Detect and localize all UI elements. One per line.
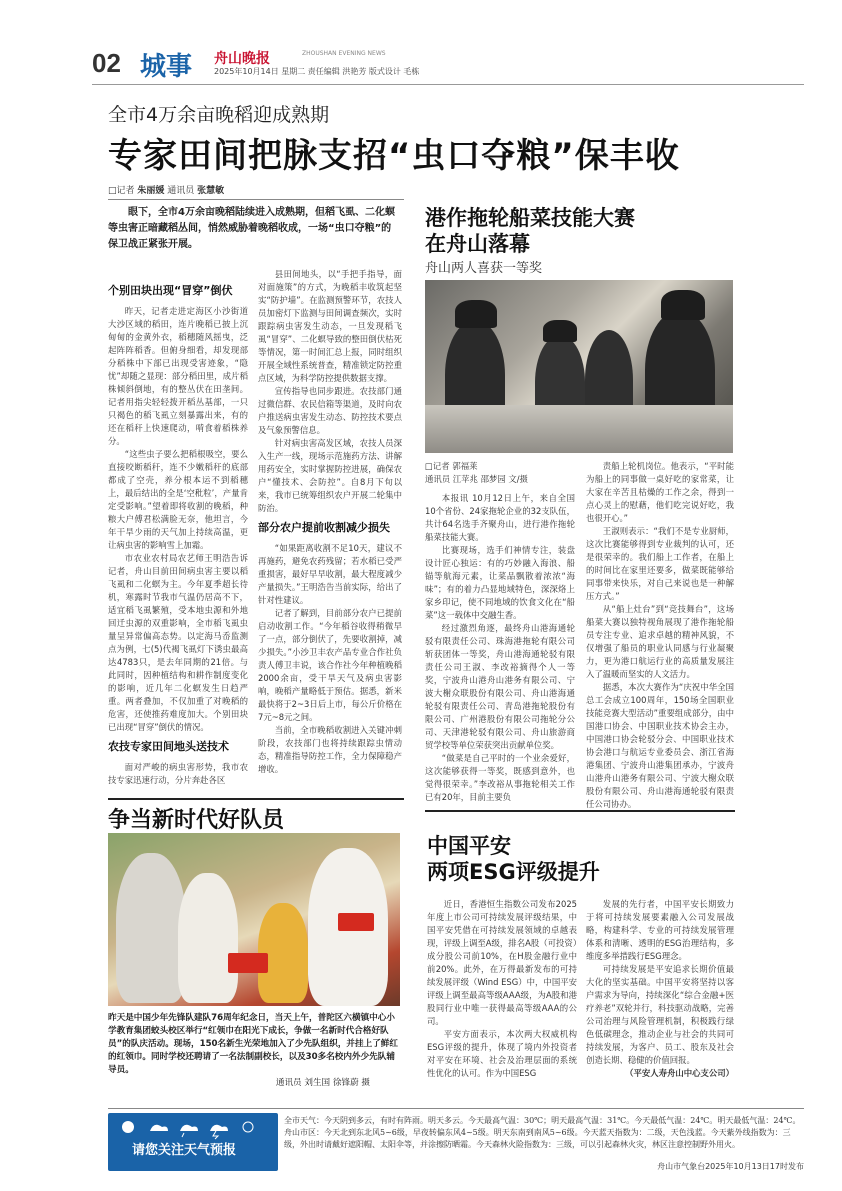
paragraph: 从“船上灶台”到“竞技舞台”，这场船菜大赛以独特视角展现了港作拖轮船员专注专业、追求卓越的精神风貌，不仅增强了船员的职业认同感与行业凝聚力，更为港口航运行业的高质量发展注入了温暖而坚实的人文活力。 bbox=[586, 604, 734, 679]
story1-kicker: 全市4万余亩晚稻迎成熟期 bbox=[108, 104, 330, 126]
story1-byline bbox=[108, 183, 224, 196]
weather-forecast-text: 全市天气：今天阴到多云，有时有阵雨。明天多云。今天最高气温：30℃；明天最高气温：31℃。今天最低气温：24℃。明天最低气温：24℃。舟山市区：今天北到东北风5~6级，早夜转偏东风4~5级。明天东南到南风5~6级。今天蓝天指数为：二级，天色浅蓝。今天紫外线指数为：三级，外出时请戴好遮阳帽、太阳伞等，并涂擦防晒霜。今天森林火险指数为：三级，可以引起森林火灾，林区注意控制野外用火。 bbox=[284, 1116, 801, 1149]
subheading: 个别田块出现“冒穿”倒伏 bbox=[108, 284, 233, 297]
paragraph: 近日，香港恒生指数公司发布2025年度上市公司可持续发展评级结果，中国平安凭借在可持续发展领域的卓越表现，评级上调至A级，排名A股（可投资）成分股公司前10%，在H股金融行业中前20%。此外，在万得最新发布的可持续发展评级（Wind ESG）中，中国平安评级上调至最高等级AAA级，为A股和港股同行业中唯一获得最高等级AAA的公司。 bbox=[427, 899, 577, 1026]
young-pioneers-photo bbox=[108, 833, 400, 1006]
subheading: 部分农户提前收割减少损失 bbox=[258, 521, 390, 534]
story2-column-2 bbox=[586, 460, 734, 809]
paragraph: 平安方面表示，本次两大权威机构ESG评级的提升，体现了境内外投资者对平安在环境、社会及治理层面的系统性优化的认可。作为中国ESG bbox=[427, 1029, 577, 1078]
story4-title bbox=[427, 833, 600, 885]
byline: 通讯员 江苹兆 邵梦园 文/摄 bbox=[425, 474, 528, 484]
chefs-cooking-photo bbox=[425, 280, 733, 453]
paragraph: 发展的先行者，中国平安长期致力于将可持续发展要素融入公司发展战略，构建科学、专业的可持续发展管理体系和清晰、透明的ESG治理结构，多维度多举措践行ESG理念。 bbox=[586, 899, 734, 961]
paragraph: “做菜是自己平时的一个业余爱好，这次能够获得一等奖，既感到意外，也觉得很荣幸。”李改裕从事拖轮相关工作已有20年，目前主要负 bbox=[425, 753, 575, 802]
title-line: 在舟山落幕 bbox=[425, 232, 530, 256]
story4-column-1 bbox=[427, 898, 577, 1096]
photo-credit: 通讯员 刘生国 徐锋蔚 摄 bbox=[275, 1078, 370, 1088]
byline-name: 朱丽媛 bbox=[137, 186, 165, 196]
story4-signoff: （平安人寿舟山中心支公司） bbox=[625, 1068, 734, 1078]
byline-label: 通讯员 bbox=[167, 186, 195, 196]
paragraph: 本报讯 10月12日上午，来自全国10个省份、24家拖轮企业的32支队伍，共计64名选手齐聚舟山，进行港作拖轮船菜技能大赛。 bbox=[425, 493, 575, 542]
divider bbox=[108, 199, 404, 200]
paragraph: 宣传指导也同步跟进。农技部门通过微信群、农民信箱等渠道，及时向农户推送病虫害发生动态、防控技术要点及气象预警信息。 bbox=[258, 386, 402, 435]
story2-deck: 舟山两人喜获一等奖 bbox=[425, 261, 543, 276]
weather-box bbox=[108, 1113, 804, 1173]
paragraph: 据悉，本次大赛作为“庆祝中华全国总工会成立100周年，150场全国职业技能竞赛大型活动”重要组成部分，由中国港口协会、中国职业技术协会主办，中国港口协会轮驳分会、中国职业技术协会港口与航运专业委员会、浙江省海港集团、宁波舟山港集团承办，宁波舟山港舟山港务有限公司、宁波大榭众联股份有限公司、舟山港海通轮驳有限责任公司协办。 bbox=[586, 682, 734, 809]
title-line: 港作拖轮船菜技能大赛 bbox=[425, 206, 635, 230]
byline-label: □记者 bbox=[108, 186, 135, 196]
paragraph: 经过激烈角逐，最终舟山港海通轮驳有限责任公司、珠海港拖轮有限公司斩获团体一等奖，舟山港海通轮驳有限责任公司王淑、李改裕摘得个人一等奖，宁波舟山港舟山港务有限公司、宁波大榭众联股份有限公司、舟山港海通轮驳有限责任公司、青岛港拖轮股份有限公司、广州港股份有限公司拖轮分公司、天津港轮驳有限公司、舟山旅游商贸学校等单位荣获突出贡献单位奖。 bbox=[425, 623, 575, 750]
paragraph: 可持续发展是平安追求长期价值最大化的坚实基础。中国平安将坚持以客户需求为导向，持续深化“综合金融+医疗养老”双轮并行，科技驱动战略，完善公司治理与风险管理机制，积极践行绿色低碳理念，推动企业与社会的共同可持续发展，为客户、员工、股东及社会创造长期、稳健的价值回报。 bbox=[586, 964, 734, 1065]
story3-caption bbox=[108, 1012, 400, 1090]
paragraph: “这些虫子要么把稻根吸空，要么直接咬断稻秆，连不少嫩稻秆的底部都成了空壳，养分根本运不到稻穗上，最后结出的全是‘空秕粒’，产量肯定受影响。”望着即将收割的晚稻，种粮大户傅君松满脸无奈，他坦言，今年干旱少雨的天气加上持续高温，更让病虫害的影响雪上加霜。 bbox=[108, 449, 248, 550]
paper-logo: 舟山晚报 bbox=[214, 51, 270, 67]
paragraph: 记者了解到，目前部分农户已提前启动收割工作。“今年稻谷收得稍微早了一点，部分倒伏了，先要收割掉，减少损失。”小沙卫丰农产品专业合作社负责人傅卫丰说，该合作社今年种植晚稻2000余亩，受干旱天气及病虫害影响，晚稻产量略低于预估。据悉，新米最快将于2~3日后上市，每公斤价格在7元~8元之间。 bbox=[258, 608, 402, 722]
paragraph: 王淑则表示：“我们不是专业厨师，这次比赛能够得到专业裁判的认可，还是很荣幸的。我们船上工作者，在船上的时间比在家里还要多，做菜既能够给同事带来快乐，对自己来说也是一种解压方式。” bbox=[586, 526, 734, 601]
paragraph: 当前，全市晚稻收割进入关键冲刺阶段，农技部门也将持续跟踪虫情动态，精准指导防控工作，全力保障稳产增收。 bbox=[258, 725, 402, 774]
paragraph: 责船上轮机岗位。他表示，“平时能为船上的同事做一桌好吃的家常菜，让大家在辛苦且枯燥的工作之余，得到一点心灵上的慰藉，他们吃完说好吃，我也很开心。” bbox=[586, 461, 734, 523]
story4-column-2 bbox=[586, 898, 734, 1096]
divider bbox=[425, 810, 735, 812]
paragraph: 县田间地头，以“手把手指导，面对面施策”的方式，为晚稻丰收筑起坚实“防护墙”。在监测预警环节，农技人员加密灯下监测与田间调查频次，实时跟踪病虫害发生动态，一旦发现稻飞虱“冒穿”、二化螟导致的整田倒伏枯死等情况，第一时间汇总上报，同时组织开展全域性系统普查，精准锁定防控重点区域，为科学防控提供数据支撑。 bbox=[258, 269, 402, 383]
masthead bbox=[92, 44, 804, 80]
story2-column-1 bbox=[425, 492, 575, 802]
story3-title: 争当新时代好队员 bbox=[108, 808, 285, 833]
title-line: 两项ESG评级提升 bbox=[427, 860, 600, 884]
weather-source: 舟山市气象台2025年10月13日17时发布 bbox=[657, 1162, 804, 1171]
paragraph: 面对严峻的病虫害形势，我市农技专家迅速行动，分片奔赴各区 bbox=[108, 762, 248, 785]
title-line: 中国平安 bbox=[427, 834, 511, 858]
paper-name-en: ZHOUSHAN EVENING NEWS bbox=[302, 50, 386, 57]
byline: □记者 郭福莱 bbox=[425, 461, 478, 471]
paragraph: 比赛现场，选手们神情专注，装盘设计匠心独运：有的巧妙融入海浪、船锚等航海元素，让菜品飘散着浓浓“海味”；有的着力凸显地域特色，深深烙上家乡印记，使不同地域的饮食文化在“船菜”这一载体中交融生香。 bbox=[425, 545, 575, 620]
paragraph: “如果距离收割不足10天，建议不再施药，避免农药残留；若水稻已受严重损害，最好早早收割，最大程度减少产量损失。”王明浩告当前实际，给出了针对性建议。 bbox=[258, 543, 402, 605]
issue-line: 2025年10月14日 星期二 责任编辑 洪艳芳 版式设计 毛栋 bbox=[214, 67, 420, 76]
paragraph: 针对病虫害高发区域，农技人员深入生产一线，现场示范施药方法、讲解用药安全，实时掌握防控进展，确保农户“懂技术、会防控”。自8月下旬以来，我市已统筹组织农户开展二轮集中防治。 bbox=[258, 438, 402, 513]
masthead-rule bbox=[92, 84, 804, 85]
paragraph: 市农业农村局农艺师王明浩告诉记者，舟山目前田间病虫害主要以稻飞虱和二化螟为主。今年夏季超长待机，寒露时节我市气温仍居高不下，适宜稻飞虱繁殖，受本地虫源和外地回迁虫源的双重影响，全市稻飞虱虫量呈异常偏高态势。以定海马岙监测点为例，七(5)代褐飞虱灯下诱虫最高达4783只，是去年同期的21倍。与此同时，因种植结构和耕作制度变化的影响，近几年二化螟发生日趋严重。两者叠加，不仅加重了对晚稻的危害，还使推药难度加大。个别田块已出现“冒穿”倒伏的情况。 bbox=[108, 553, 248, 732]
subheading: 农技专家田间地头送技术 bbox=[108, 740, 229, 753]
story1-lead: 眼下，全市4万余亩晚稻陆续进入成熟期，但稻飞虱、二化螟等虫害正暗藏稻丛间，悄然威胁着晚稻收成，一场“虫口夺粮”的保卫战正紧张开展。 bbox=[108, 207, 395, 250]
caption-text: 昨天是中国少年先锋队建队76周年纪念日，当天上午，普陀区六横镇中心小学教育集团蛟头校区举行“红领巾在阳光下成长，争做一名新时代合格好队员”的队庆活动。现场，150名新生光荣地加入了少先队组织，并挂上了鲜红的红领巾。同时学校还聘请了一名法制副校长，以及30多名校内外少先队辅导员。 bbox=[108, 1013, 398, 1075]
section-title: 城事 bbox=[140, 52, 193, 82]
story1-headline: 专家田间把脉支招“虫口夺粮”保丰收 bbox=[108, 136, 680, 176]
divider bbox=[108, 798, 404, 800]
story2-byline bbox=[425, 460, 575, 486]
page-number: 02 bbox=[92, 48, 121, 78]
story1-column-2 bbox=[258, 268, 402, 788]
weather-badge-text: 请您关注天气预报 bbox=[132, 1143, 237, 1158]
story2-title bbox=[425, 205, 635, 257]
weather-icons bbox=[108, 1115, 278, 1139]
byline-name: 张慧敏 bbox=[197, 186, 225, 196]
paragraph: 昨天，记者走进定海区小沙街道大沙区域的稻田，连片晚稻已披上沉甸甸的金黄外衣，稻穗随风摇曳，泛起阵阵稻香。但俯身细看，却发现部分稻株中下部已出现受害迹象，“隐忧”却随之显现：部分稻田里，成片稻株倾斜倒地，有的整丛伏在田垄间。记者用指尖轻轻拨开稻丛基部，一只只褐色的稻飞虱立刻暴露出来，有的还在稻秆上快速爬动，啃食着稻株养分。 bbox=[108, 306, 248, 446]
story1-column-1 bbox=[108, 278, 248, 788]
divider bbox=[108, 1108, 804, 1109]
weather-badge bbox=[108, 1113, 278, 1171]
